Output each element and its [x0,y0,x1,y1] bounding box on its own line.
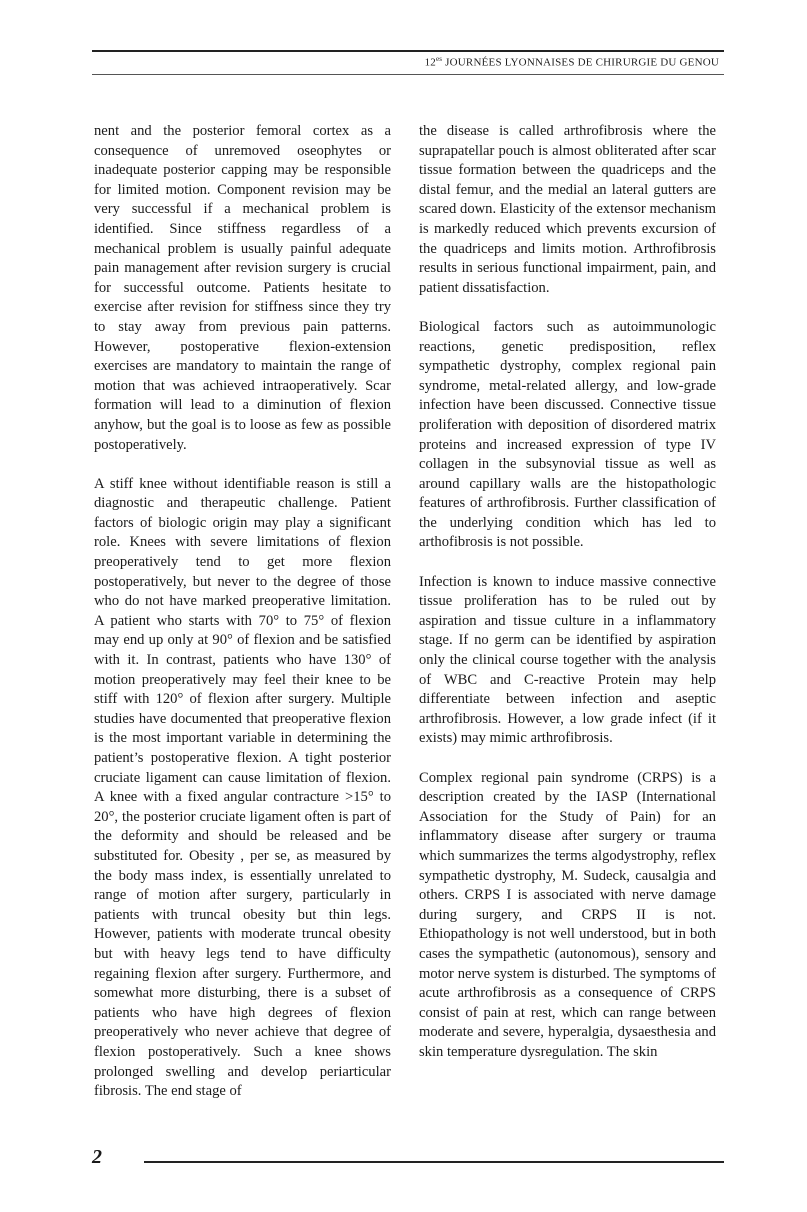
paragraph: Complex regional pain syndrome (CRPS) is a description created by the IASP (International Association for the Study of Pain) for an inflammatory disease after surgery or trauma which summarizes the terms algodystrophy, reflex sympathetic dystrophy, M. Sudeck, causalgia and others. CRPS I is associated with nerve damage during surgery, and CRPS II is not. Ethiopathology is not well understood, but in both cases the sympathetic (autonomous), sensory and motor nerve system is disturbed. The symptoms of acute arthrofibrosis as a consequence of CRPS consist of pain at rest, which can range between moderate and severe, hyperalgia, dysaesthesia and skin temperature dysregulation. The skin [419,769,716,1060]
right-column [419,122,716,1082]
paragraph: A stiff knee without identifiable reason is still a diagnostic and therapeutic challenge. Patient factors of biologic origin may play a significant role. Knees with severe limitations of flexion preoperatively tend to get more flexion postoperatively, but never to the degree of those who do not have marked preoperative limitation. A patient who starts with 70° to 75° of flexion may end up only at 90° of flexion and be satisfied with it. In contrast, patients who have 130° of motion preoperatively may feel their knee to be stiff with 120° of flexion after surgery. Multiple studies have documented that preoperative flexion is the most important variable in determining the patient’s postoperative flexion. A tight posterior cruciate ligament can cause limitation of flexion. A knee with a fixed angular contracture >15° to 20°, the posterior cruciate ligament often is part of the deformity and should be released and be substituted for. Obesity , per se, as measured by the body mass index, is essentially unrelated to range of motion after surgery, particularly in patients with truncal obesity but thin legs. However, patients with moderate truncal obesity but with heavy legs tend to have difficulty regaining flexion after surgery. Furthermore, and somewhat more disturbing, there is a subset of patients who have high degrees of flexion preoperatively who never achieve that degree of flexion postoperatively. Such a knee shows prolonged swelling and develop periarticular fibrosis. The end stage of [94,475,391,1100]
page-number: 2 [92,1146,102,1168]
top-rule [92,50,724,52]
left-column [94,122,391,1121]
running-header [425,55,719,69]
paragraph: Biological factors such as autoimmunologic reactions, genetic predisposition, reflex sympathetic dystrophy, complex regional pain syndrome, metal-related allergy, and low-grade infection have been discussed. Connective tissue proliferation with deposition of disordered matrix proteins and increased expression of type IV collagen in the subsynovial tissue as well as around capillary walls are the histopathologic features of arthrofibrosis. Further classification of the underlying condition which has led to arthofibrosis is not possible. [419,318,716,551]
header-ordinal-suffix: es [435,55,443,63]
header-title: JOURNÉES LYONNAISES DE CHIRURGIE DU GENOU [445,56,719,69]
header-ordinal: 12 [424,56,436,69]
paragraph: the disease is called arthrofibrosis where the suprapatellar pouch is almost obliterated after scar tissue formation between the quadriceps and the distal femur, and the medial an lateral gutters are scared down. Elasticity of the extensor mechanism is markedly reduced which prevents excursion of the quadriceps and limits motion. Arthrofibrosis results in serious functional impairment, pain, and patient dissatisfaction. [419,123,716,296]
header-rule [92,74,724,75]
bottom-rule [144,1161,724,1163]
paragraph: Infection is known to induce massive connective tissue proliferation has to be ruled out by aspiration and tissue culture in a inflammatory stage. If no germ can be identified by aspiration only the clinical course together with the analysis of WBC and C-reactive Protein may help differentiate between infection and aseptic arthrofibrosis. However, a low grade infect (if it exists) may mimic arthrofibrosis. [419,573,716,747]
paragraph: nent and the posterior femoral cortex as a consequence of unremoved oseophytes or inadequate posterior capping may be responsible for limited motion. Component revision may be very successful if a mechanical problem is identified. Since stiffness regardless of a mechanical problem is usually painful adequate pain management after revision surgery is crucial for successful outcome. Patients hesitate to exercise after revision for stiffness since they try to stay away from previous pain patterns. However, postoperative flexion-extension exercises are mandatory to maintain the range of motion that was achieved intraoperatively. Scar formation will lead to a diminution of flexion anyhow, but the goal is to loose as few as possible postoperatively. [94,123,391,453]
